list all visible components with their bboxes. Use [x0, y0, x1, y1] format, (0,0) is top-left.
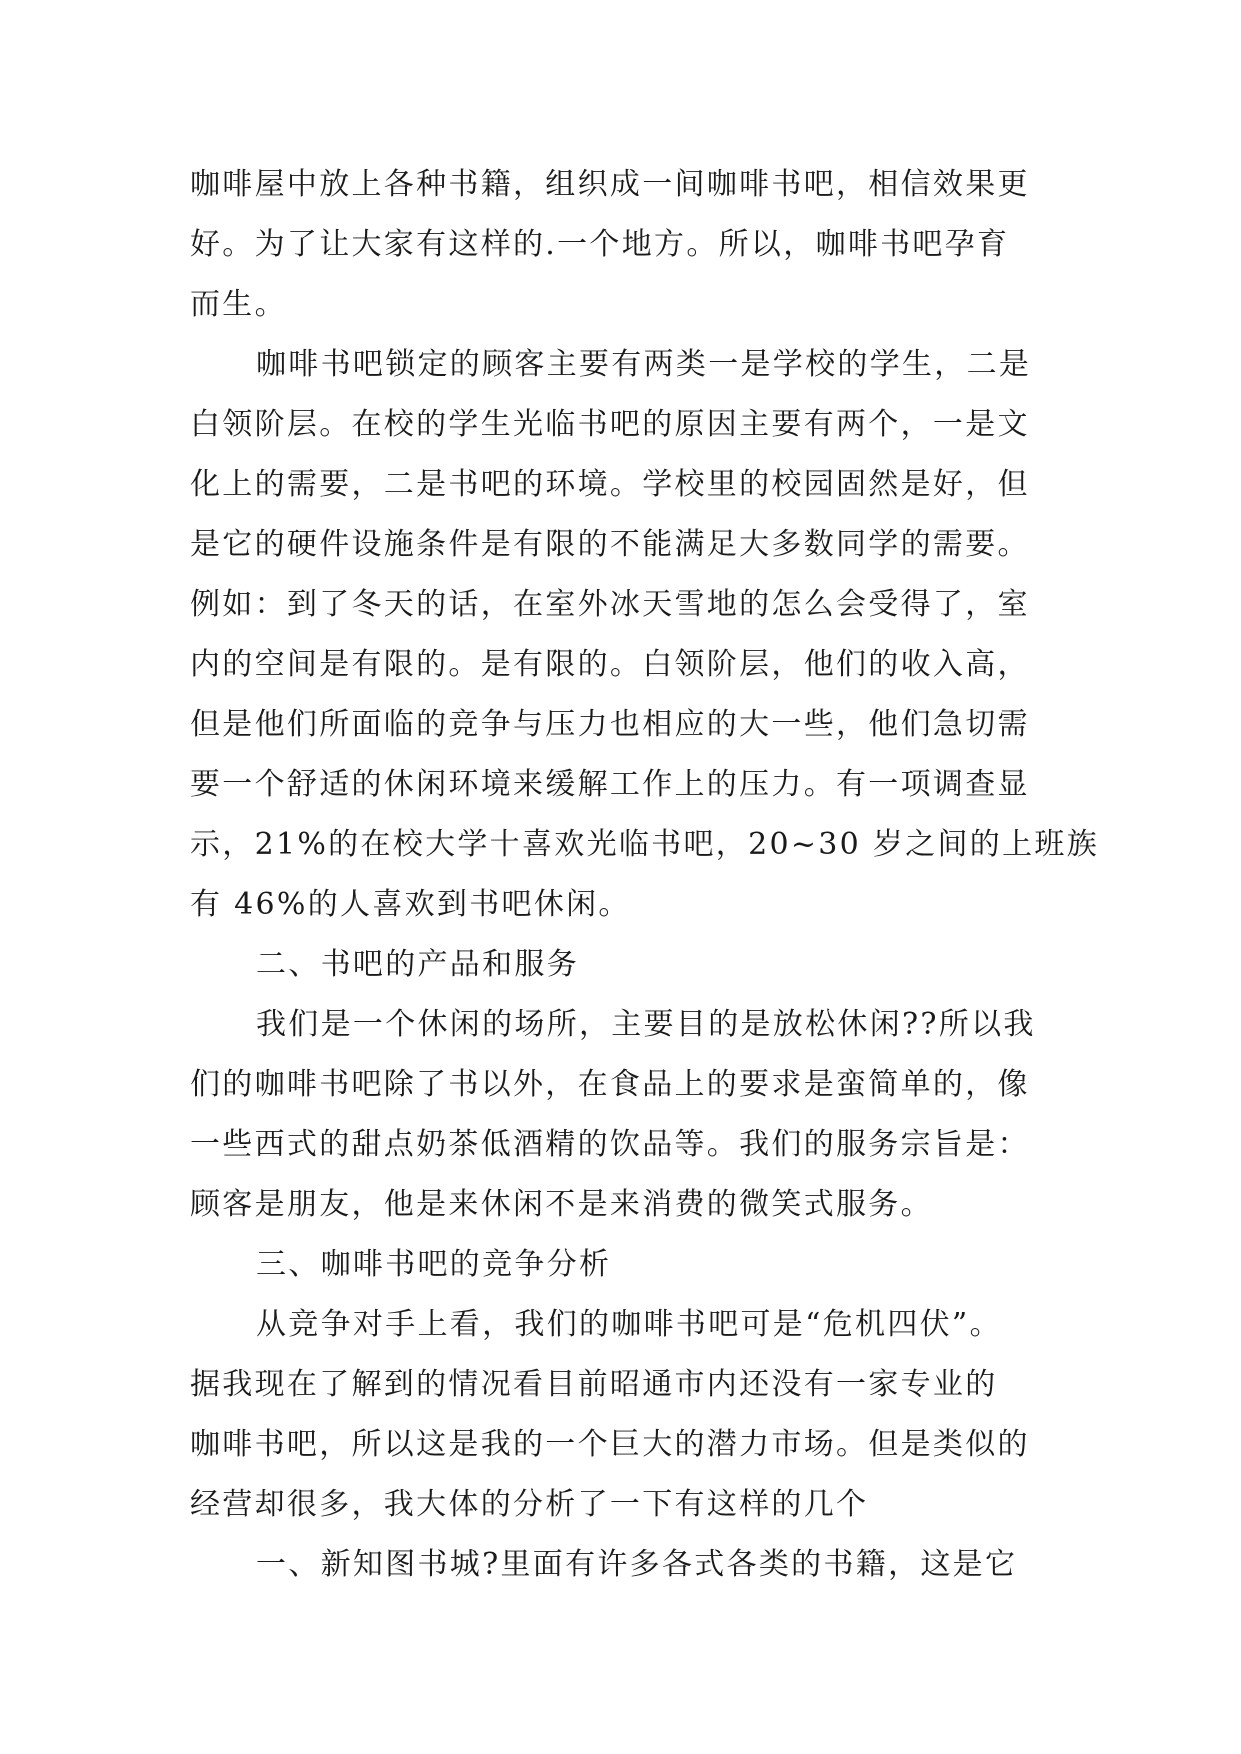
- text-line: 例如：到了冬天的话，在室外冰天雪地的怎么会受得了，室: [190, 587, 1030, 622]
- text-line: 咖啡书吧锁定的顾客主要有两类一是学校的学生，二是: [256, 347, 1032, 382]
- text-line: 我们是一个休闲的场所，主要目的是放松休闲??所以我: [256, 1007, 1036, 1042]
- paragraph: [190, 155, 1060, 335]
- section-heading: [190, 1235, 1060, 1295]
- text-line: 经营却很多，我大体的分析了一下有这样的几个: [190, 1487, 869, 1522]
- text-line: 示，21%的在校大学十喜欢光临书吧，20~30 岁之间的上班族: [190, 827, 1099, 862]
- text-line: 而生。: [190, 287, 287, 322]
- text-line: 但是他们所面临的竞争与压力也相应的大一些，他们急切需: [190, 707, 1030, 742]
- text-line: 化上的需要，二是书吧的环境。学校里的校园固然是好，但: [190, 467, 1030, 502]
- text-line: 有 46%的人喜欢到书吧休闲。: [190, 887, 631, 922]
- text-line: 们的咖啡书吧除了书以外，在食品上的要求是蛮简单的，像: [190, 1067, 1030, 1102]
- text-line: 据我现在了解到的情况看目前昭通市内还没有一家专业的: [190, 1367, 998, 1402]
- text-line: 内的空间是有限的。是有限的。白领阶层，他们的收入高，: [190, 647, 1030, 682]
- text-line: 一些西式的甜点奶茶低酒精的饮品等。我们的服务宗旨是：: [190, 1127, 1030, 1162]
- text-line: 咖啡屋中放上各种书籍，组织成一间咖啡书吧，相信效果更: [190, 167, 1030, 202]
- paragraph: [190, 335, 1099, 935]
- text-line: 好。为了让大家有这样的.一个地方。所以，咖啡书吧孕育: [190, 227, 1010, 262]
- text-line: 要一个舒适的休闲环境来缓解工作上的压力。有一项调查显: [190, 767, 1030, 802]
- text-line: 一、新知图书城?里面有许多各式各类的书籍，这是它: [256, 1547, 1018, 1582]
- text-line: 白领阶层。在校的学生光临书吧的原因主要有两个，一是文: [190, 407, 1030, 442]
- paragraph: [190, 1295, 1060, 1535]
- heading-line: 二、书吧的产品和服务: [256, 947, 579, 982]
- paragraph: [190, 995, 1060, 1235]
- text-line: 是它的硬件设施条件是有限的不能满足大多数同学的需要。: [190, 527, 1030, 562]
- document-body: [190, 155, 1099, 1595]
- text-line: 从竞争对手上看，我们的咖啡书吧可是“危机四伏”。: [256, 1307, 1002, 1342]
- text-line: 顾客是朋友，他是来休闲不是来消费的微笑式服务。: [190, 1187, 933, 1222]
- heading-line: 三、咖啡书吧的竞争分析: [256, 1247, 612, 1282]
- text-line: 咖啡书吧，所以这是我的一个巨大的潜力市场。但是类似的: [190, 1427, 1030, 1462]
- section-heading: [190, 935, 1060, 995]
- paragraph: [190, 1535, 1060, 1595]
